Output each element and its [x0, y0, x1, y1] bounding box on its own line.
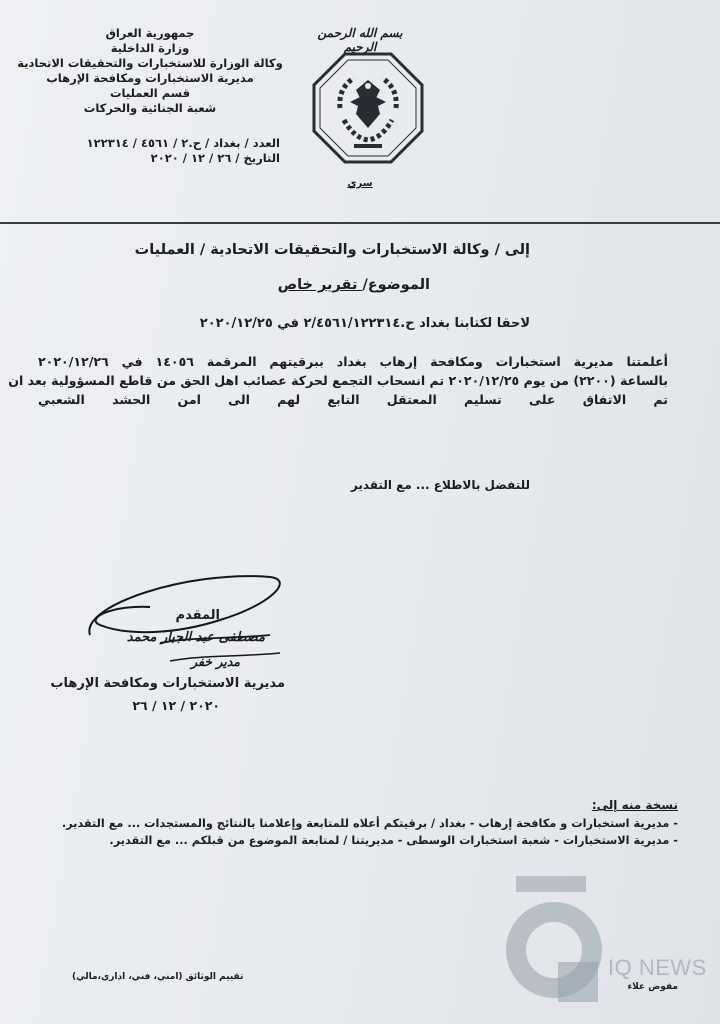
header-divider: [0, 222, 720, 224]
letterhead-line: وكالة الوزارة للاستخبارات والتحقيقات الاتحادية: [17, 56, 283, 70]
document-number: العدد / بغداد / ح.٢ / ٤٥٦١ / ١٢٢٣١٤: [86, 136, 280, 150]
signatory-department: مديرية الاستخبارات ومكافحة الإرهاب: [50, 676, 285, 691]
document-date: التاريخ / ٢٦ / ١٢ / ٢٠٢٠: [150, 151, 280, 165]
copy-item: - مديرية استخبارات و مكافحة إرهاب - بغداد / برقيتكم أعلاه للمتابعة وإعلامنا بالنتائج والمستجدات ... مع التقدير.: [61, 817, 678, 830]
subject-value: تقرير خاص: [277, 277, 363, 293]
basmala: بسم الله الرحمن الرحيم: [317, 26, 403, 54]
iq-news-logo-icon: [498, 872, 618, 1002]
copy-item: - مديرية الاستخبارات - شعبة استخبارات الوسطى - مديريتنا / لمتابعة الموضوع من قبلكم ... مع التقدير.: [109, 834, 678, 847]
classification-stamp: سري: [347, 178, 373, 189]
subject-label: الموضوع/: [362, 277, 430, 293]
document-rating-note: تقييم الوثائق (امني، فني، اداري،مالي): [72, 972, 244, 982]
signatory-name: مصطفى عبد الجبار محمد: [126, 630, 265, 645]
signature-date: ٢٠٢٠ / ١٢ / ٢٦: [132, 698, 220, 713]
watermark-text: IQ NEWS: [608, 955, 707, 980]
letterhead-line: مديرية الاستخبارات ومكافحة الإرهاب: [46, 71, 254, 85]
recipient-line: إلى / وكالة الاستخبارات والتحقيقات الاتحادية / العمليات: [134, 242, 530, 258]
letterhead: [10, 26, 290, 116]
subject-line: [278, 277, 430, 293]
reference-block: [10, 136, 280, 166]
reference-line: لاحقا لكتابنا بغداد ح.٢/٤٥٦١/١٢٢٣١٤ في ٢٠٢٠/١٢/٢٥: [199, 316, 530, 331]
letterhead-line: شعبة الجنائية والحركات: [83, 101, 217, 115]
body-line: أعلمتنا مديرية استخبارات ومكافحة إرهاب بغداد ببرقيتهم المرقمة ١٤٠٥٦ في ٢٠٢٠/١٢/٢٦: [38, 354, 668, 369]
signatory-title: مدير خفر: [191, 654, 240, 669]
body-line: تم الاتفاق على تسليم المعتقل التابع لهم الى امن الحشد الشعبي: [38, 392, 668, 407]
letterhead-line: قسم العمليات: [110, 86, 190, 100]
ministry-emblem-icon: [310, 50, 426, 166]
body-line: بالساعة (٢٢٠٠) من يوم ٢٠٢٠/١٢/٢٥ تم انسحاب التجمع لحركة عصائب اهل الحق من قاطع المسؤولية بعد ان: [8, 373, 668, 388]
letter-body: [8, 352, 668, 409]
signatory-rank: المقدم: [175, 608, 220, 623]
letterhead-line: وزارة الداخلية: [110, 41, 190, 55]
letterhead-line: جمهورية العراق: [105, 26, 195, 40]
closing-line: للتفضل بالاطلاع ... مع التقدير: [350, 478, 530, 492]
copies-list: [38, 815, 678, 849]
copies-heading: نسخة منه إلى:: [591, 798, 678, 812]
officer-note: مفوض علاء: [627, 982, 678, 992]
